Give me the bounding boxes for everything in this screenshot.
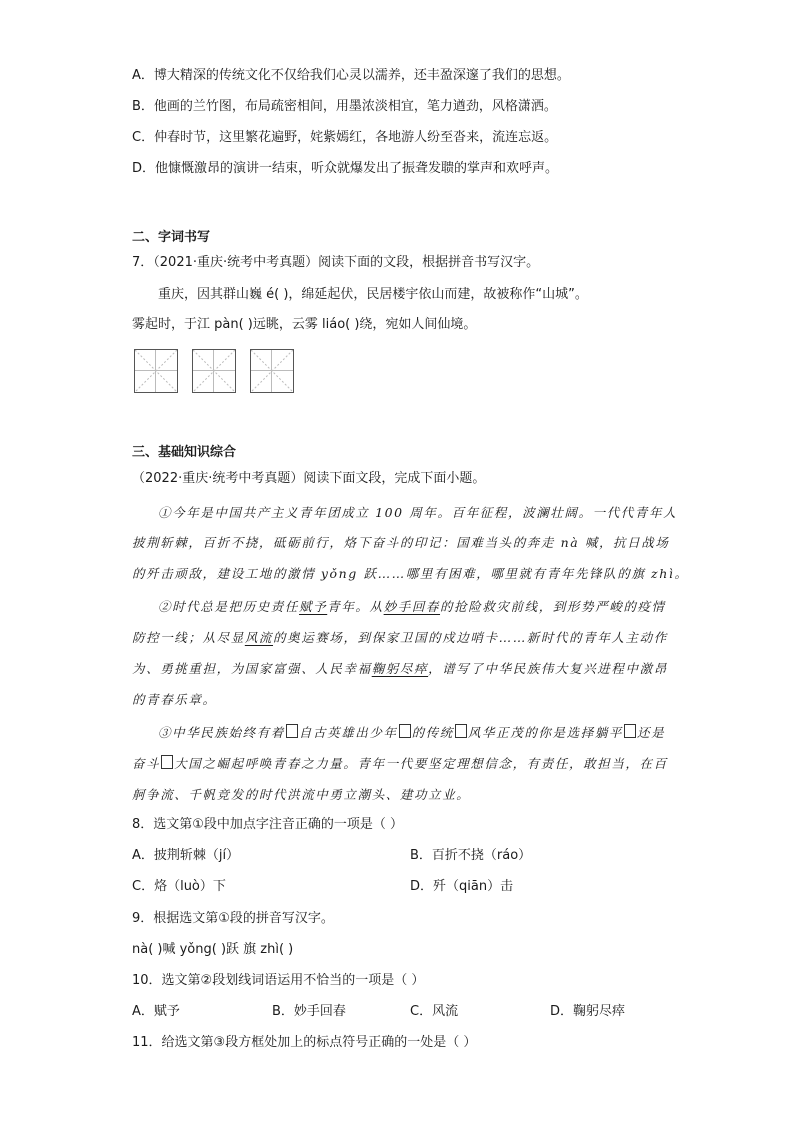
q6-option-d: D．他慷慨激昂的演讲一结束，听众就爆发出了振聋发聩的掌声和欢呼声。 — [132, 161, 559, 176]
text: 防控一线；从尽显 — [132, 630, 245, 645]
q10-option-b[interactable]: B．妙手回春 — [272, 1004, 346, 1019]
passage-p2-line1 — [158, 596, 666, 618]
underlined-term-miaoshou: 妙手回春 — [383, 599, 441, 614]
text: ③中华民族始终有着 — [158, 725, 285, 740]
punctuation-box[interactable] — [455, 724, 467, 738]
q8-option-a[interactable]: A．披荆斩棘（jí） — [132, 848, 240, 863]
text: 为、勇挑重担，为国家富强、人民幸福 — [132, 661, 372, 676]
text: 的抢险救灾前线，到形势严峻的疫情 — [440, 599, 666, 614]
passage-p2-line4: 的青春乐章。 — [132, 692, 217, 707]
text: 风华正茂的你是选择躺平 — [467, 725, 624, 740]
q7-stem: 7．（2021·重庆·统考中考真题）阅读下面的文段，根据拼音书写汉字。 — [132, 255, 540, 270]
q7-text-line1: 重庆，因其群山巍 é( )，绵延起伏，民居楼宇依山而建，故被称作“山城”。 — [158, 287, 588, 302]
q8-option-b[interactable]: B．百折不挠（ráo） — [410, 848, 532, 863]
text: 奋斗 — [132, 756, 161, 771]
text: 的奥运赛场，到保家卫国的戍边哨卡……新时代的青年人主动作 — [273, 630, 668, 645]
q8-option-d[interactable]: D．歼（qiān）击 — [410, 879, 514, 894]
q10-option-c[interactable]: C．风流 — [410, 1004, 459, 1019]
q8-stem: 8．选文第①段中加点字注音正确的一项是（ ） — [132, 817, 404, 832]
q10-stem: 10．选文第②段划线词语运用不恰当的一项是（ ） — [132, 973, 425, 988]
punctuation-box[interactable] — [286, 724, 298, 738]
passage-p1-line1: ①今年是中国共产主义青年团成立 100 周年。百年征程，波澜壮阔。一代代青年人 — [158, 505, 678, 520]
passage-p1-line2: 披荆斩棘，百折不挠，砥砺前行，烙下奋斗的印记：国难当头的奔走 nà 喊，抗日战场 — [132, 535, 670, 550]
underlined-term-jugong: 鞠躬尽瘁 — [371, 661, 429, 676]
writing-grid-1[interactable] — [134, 349, 178, 393]
text: ，谱写了中华民族伟大复兴进程中激昂 — [428, 661, 668, 676]
punctuation-box[interactable] — [399, 724, 411, 738]
passage-p3-line2 — [132, 753, 668, 775]
text: 自古英雄出少年 — [298, 725, 398, 740]
text: 大国之崛起呼唤青春之力量。青年一代要坚定理想信念，有责任，敢担当，在百 — [174, 756, 668, 771]
punctuation-box[interactable] — [624, 724, 636, 738]
underlined-term-fuyu: 赋予 — [299, 599, 328, 614]
underlined-term-fengliu: 风流 — [244, 630, 274, 645]
q8-option-c[interactable]: C．烙（luò）下 — [132, 879, 226, 894]
punctuation-box[interactable] — [161, 755, 173, 769]
text: 还是 — [637, 725, 666, 740]
q9-answer-line[interactable]: nà( )喊 yǒng( )跃 旗 zhì( ) — [132, 942, 294, 957]
text: 的传统 — [411, 725, 454, 740]
passage-p3-line1 — [158, 722, 665, 744]
section3-heading: 三、基础知识综合 — [132, 445, 237, 460]
writing-grid-3[interactable] — [250, 349, 294, 393]
passage-p1-line3: 的歼击顽敌，建设工地的激情 yǒng 跃……哪里有困难，哪里就有青年先锋队的旗 zhì。 — [132, 566, 689, 581]
writing-grid-2[interactable] — [192, 349, 236, 393]
text: ②时代总是把历史责任 — [158, 599, 300, 614]
passage-p2-line3 — [132, 658, 668, 680]
passage-p2-line2 — [132, 627, 668, 649]
q10-option-d[interactable]: D．鞠躬尽瘁 — [550, 1004, 626, 1019]
section3-intro: （2022·重庆·统考中考真题）阅读下面文段，完成下面小题。 — [132, 471, 486, 486]
q7-text-line2: 雾起时，于江 pàn( )远眺，云雾 liáo( )绕，宛如人间仙境。 — [132, 317, 477, 332]
text: 青年。从 — [327, 599, 384, 614]
q11-stem: 11．给选文第③段方框处加上的标点符号正确的一处是（ ） — [132, 1035, 477, 1050]
section2-heading: 二、字词书写 — [132, 230, 211, 245]
q9-stem: 9．根据选文第①段的拼音写汉字。 — [132, 911, 334, 926]
passage-p3-line3: 舸争流、千帆竞发的时代洪流中勇立潮头、建功立业。 — [132, 787, 471, 802]
q10-option-a[interactable]: A．赋予 — [132, 1004, 180, 1019]
q6-option-c: C．仲春时节，这里繁花遍野，姹紫嫣红，各地游人纷至沓来，流连忘返。 — [132, 130, 558, 145]
q6-option-b: B．他画的兰竹图，布局疏密相间，用墨浓淡相宜，笔力遒劲，风格潇洒。 — [132, 99, 557, 114]
q6-option-a: A．博大精深的传统文化不仅给我们心灵以濡养，还丰盈深邃了我们的思想。 — [132, 68, 570, 83]
